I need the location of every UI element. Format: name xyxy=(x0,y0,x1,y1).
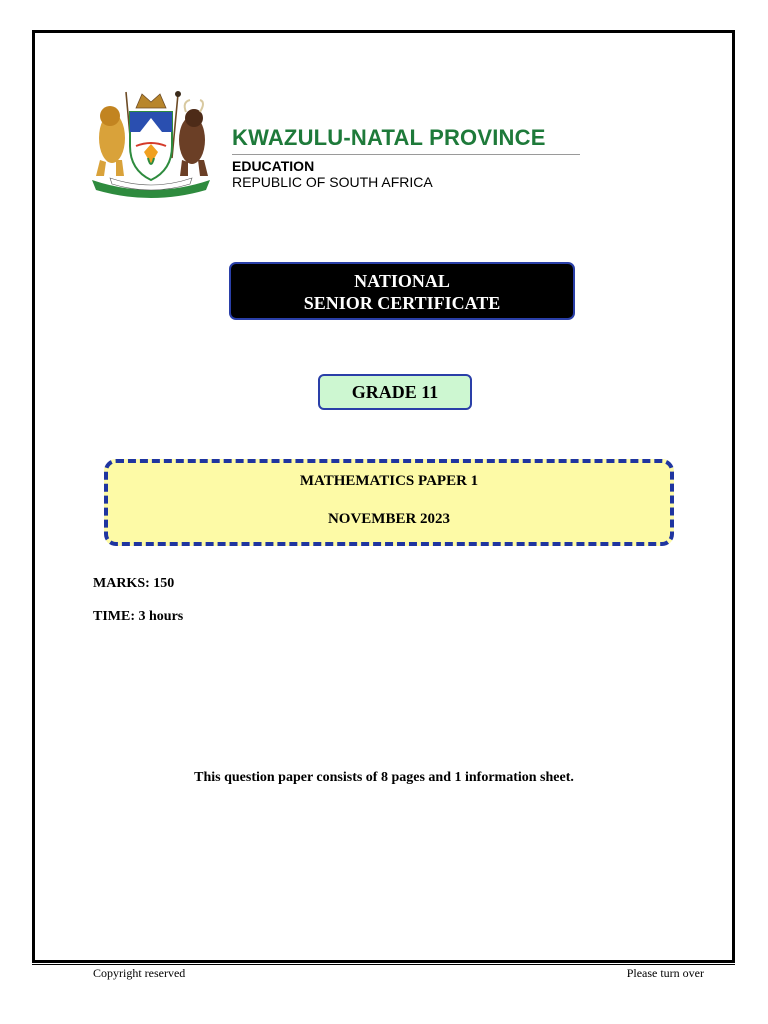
certificate-banner xyxy=(229,262,575,320)
exam-date: NOVEMBER 2023 xyxy=(327,511,451,527)
subject-title: MATHEMATICS PAPER 1 xyxy=(299,473,479,489)
grade-badge: GRADE 11 xyxy=(318,374,472,410)
country-name: REPUBLIC OF SOUTH AFRICA xyxy=(232,174,433,190)
certificate-line-2: SENIOR CERTIFICATE xyxy=(303,293,501,313)
certificate-line-1: NATIONAL xyxy=(354,271,450,291)
header-divider xyxy=(232,154,580,155)
coat-of-arms-icon xyxy=(86,88,216,200)
department-name: EDUCATION xyxy=(232,158,315,174)
page-count-notice: This question paper consists of 8 pages and 1 information sheet. xyxy=(194,770,574,785)
page-border-bottom-rule xyxy=(32,964,735,965)
time-allowed: TIME: 3 hours xyxy=(93,609,184,624)
header xyxy=(86,88,586,203)
department-heading xyxy=(232,126,582,190)
marks-total: MARKS: 150 xyxy=(93,576,175,591)
copyright-footer: Copyright reserved xyxy=(93,966,186,980)
province-name: KWAZULU-NATAL PROVINCE xyxy=(232,125,546,150)
subject-box xyxy=(104,459,674,546)
turn-over-footer: Please turn over xyxy=(626,966,704,980)
